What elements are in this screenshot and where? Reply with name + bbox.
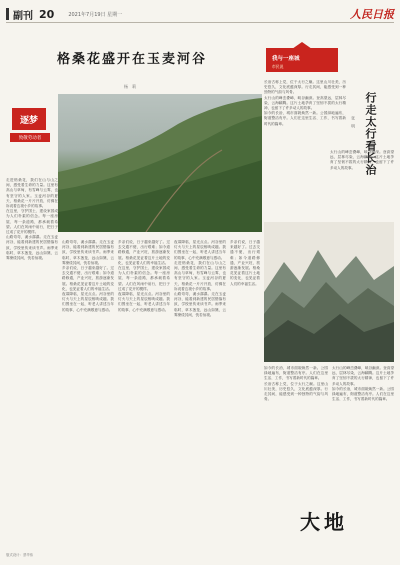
masthead-logo: 人民日报	[350, 8, 394, 21]
article-paragraph: 在这里，守护国土、建设家园成为人们朴素的信念。每一座房屋、每一条道路，都承载着希望。人们在风雨中前行，把日子过成了花开的模样。	[6, 209, 58, 235]
mountain-range-illustration	[264, 222, 394, 362]
article-column-3	[118, 240, 170, 548]
article-paragraph: 太行山的峰峦叠嶂，峡谷幽深。登高望远，层林尽染，云海翻腾。这片土地孕育了坚韧不拔的太行精神，也留下了许多动人的故事。	[264, 95, 346, 111]
article-column-1	[6, 178, 58, 548]
article-paragraph: 乡亲们说，日子越来越好了。过去交通不便，出行艰难；如今道路修通，产业兴旺，旅游逐渐发展。格桑花见证着这片土地的变化，也见证着人们的幸福生活。	[230, 240, 260, 286]
article-column-4	[174, 240, 226, 548]
article-paragraph: 在这里，守护国土、建设家园成为人们朴素的信念。每一座房屋、每一条道路，都承载着希望。人们在风雨中前行，把日子过成了花开的模样。	[118, 266, 170, 291]
side-column-4	[332, 366, 394, 502]
banner-title: 我与一座城	[272, 56, 300, 62]
article-paragraph: 太行山的峰峦叠嶂，峡谷幽深。登高望远，层林尽染，云海翻腾。这片土地孕育了坚韧不拔的太行精神，也留下了许多动人的故事。	[332, 366, 394, 386]
seal-title: 逐梦	[12, 108, 46, 130]
column-seal	[6, 108, 52, 152]
supplement-brand: 大地	[300, 510, 348, 534]
section-marker	[6, 8, 9, 20]
page-header	[6, 6, 394, 23]
side-headline: 行走太行看长治	[364, 92, 377, 176]
article-paragraph: 乡亲们说，日子越来越好了。过去交通不便，出行艰难；如今道路修通，产业兴旺，旅游逐渐发展。格桑花见证着这片土地的变化，也见证着人们的幸福生活。	[62, 266, 114, 291]
mountain-slope-illustration	[58, 94, 262, 232]
banner-subtitle: 市民说	[272, 64, 284, 69]
seal-subtitle: 致敬劳动者	[10, 133, 50, 142]
article-paragraph: 乡亲们说，日子越来越好了。过去交通不便，出行艰难；如今道路修通，产业兴旺，旅游逐渐发展。格桑花见证着这片土地的变化，也见证着人们的幸福生活。	[118, 240, 170, 265]
article-paragraph: 如今的长治，城市面貌焕然一新。公园绿地遍布，街道整洁有序。人们在这里生活、工作，书写着新时代的篇章。	[264, 111, 346, 126]
article-paragraph: 夜幕降临，星光点点。河谷里的灯火与天上的星辰相映成趣。我们围坐在一起，听老人讲述当年的故事，心中充满敬意与感动。	[62, 292, 114, 312]
main-headline: 格桑花盛开在玉麦河谷	[56, 52, 207, 67]
article-paragraph: 如今的长治，城市面貌焕然一新。公园绿地遍布，街道整洁有序。人们在这里生活、工作，书写着新时代的篇章。	[264, 366, 328, 381]
article-column-2	[62, 240, 114, 548]
article-paragraph: 太行山的峰峦叠嶂，峡谷幽深。登高望远，层林尽染，云海翻腾。这片土地孕育了坚韧不拔的太行精神，也留下了许多动人的故事。	[330, 150, 394, 170]
article-paragraph: 山路弯弯，溪水潺潺。走在玉麦河谷，能看到新建的民居错落有致，学校里传来读书声。雨季来临时，草木葱茏，远山如黛，云雾缭绕其间，恍若仙境。	[62, 240, 114, 265]
taihang-landscape-photo	[264, 222, 394, 362]
article-paragraph: 长治古称上党，位于太行之巅。这里山川壮美，历史悠久，文化底蕴深厚。行走其间，能感受到一种独特的气韵与风骨。	[264, 381, 328, 402]
section-label: 副刊	[13, 10, 33, 22]
banner-roof-decoration	[292, 42, 312, 49]
issue-date: 2021年7月19日 星期一	[68, 11, 123, 18]
article-paragraph: 长治古称上党，位于太行之巅。这里山川壮美，历史悠久，文化底蕴深厚。行走其间，能感受到一种独特的气韵与风骨。	[264, 80, 346, 95]
side-column-3	[264, 366, 328, 502]
page-number: 20	[39, 7, 55, 21]
mountain-photo	[58, 94, 262, 232]
section-banner	[266, 48, 338, 72]
editor-note: 版式设计：蔡华伟	[6, 553, 34, 557]
article-paragraph: 夜幕降临，星光点点。河谷里的灯火与天上的星辰相映成趣。我们围坐在一起，听老人讲述当年的故事，心中充满敬意与感动。	[118, 292, 170, 312]
section-tag	[6, 7, 54, 22]
article-paragraph: 夜幕降临，星光点点。河谷里的灯火与天上的星辰相映成趣。我们围坐在一起，听老人讲述当年的故事，心中充满敬意与感动。	[174, 240, 226, 260]
article-paragraph: 山路弯弯，溪水潺潺。走在玉麦河谷，能看到新建的民居错落有致，学校里传来读书声。雨季来临时，草木葱茏，远山如黛，云雾缭绕其间，恍若仙境。	[174, 292, 226, 317]
main-byline: 杨 莉	[124, 84, 136, 89]
side-column-2	[330, 150, 394, 220]
article-paragraph: 如今的长治，城市面貌焕然一新。公园绿地遍布，街道整洁有序。人们在这里生活、工作，书写着新时代的篇章。	[332, 386, 394, 402]
article-paragraph: 山路弯弯，溪水潺潺。走在玉麦河谷，能看到新建的民居错落有致，学校里传来读书声。雨季来临时，草木葱茏，远山如黛，云雾缭绕其间，恍若仙境。	[6, 235, 58, 261]
side-byline: 张 明	[351, 116, 356, 128]
article-column-5	[230, 240, 260, 548]
article-paragraph: 走进格桑花，我们在山与山之间，感受着生命的力量。这里有高山与草甸，有雪峰与云雾，也有坚守的人家。玉麦河谷的夏天，格桑花一片片开放，仿佛在诉说着边境小乡的故事。	[6, 178, 58, 209]
article-paragraph: 走进格桑花，我们在山与山之间，感受着生命的力量。这里有高山与草甸，有雪峰与云雾，也有坚守的人家。玉麦河谷的夏天，格桑花一片片开放，仿佛在诉说着边境小乡的故事。	[174, 260, 226, 291]
